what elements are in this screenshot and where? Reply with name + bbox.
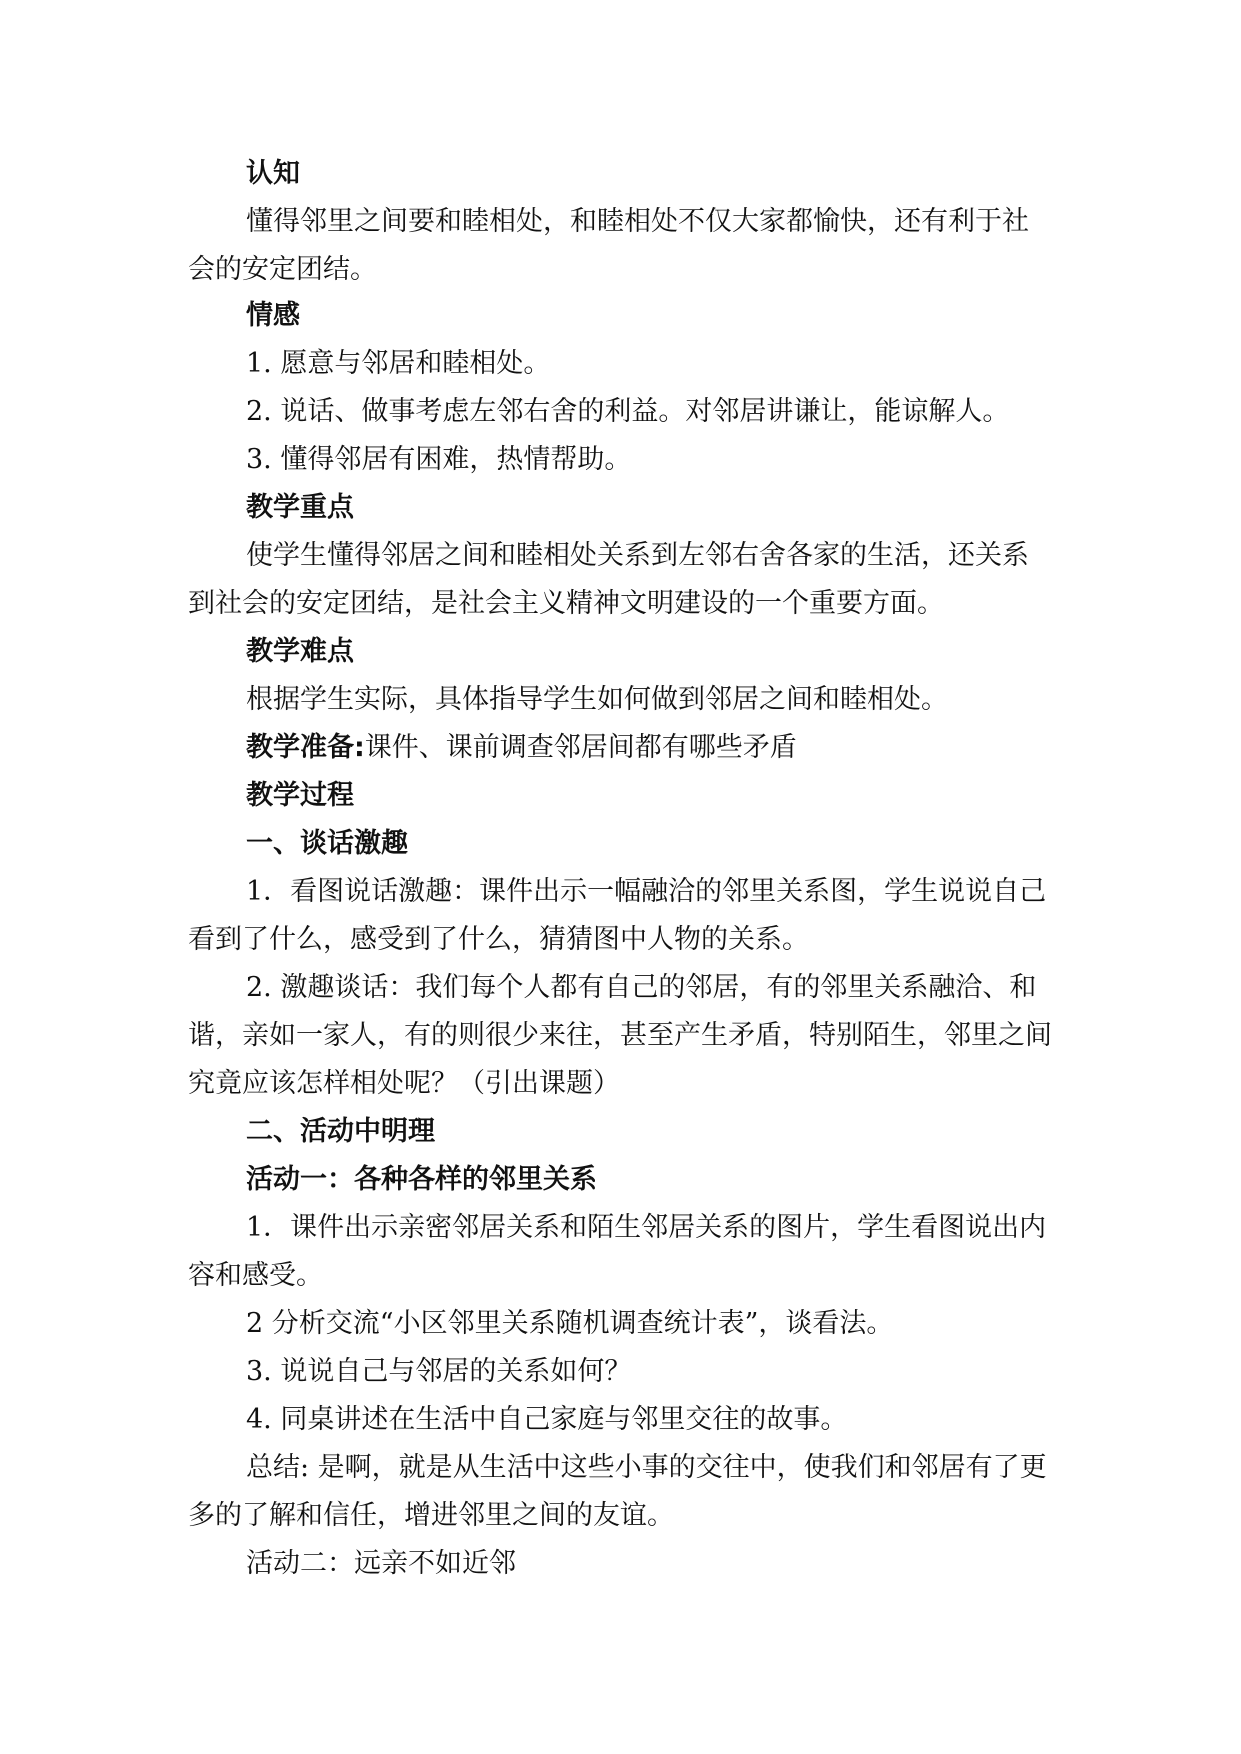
cognition-text: 懂得邻里之间要和睦相处，和睦相处不仅大家都愉快，还有利于社会的安定团结。 (188, 206, 1029, 285)
activity-1-item-1: 1．课件出示亲密邻居关系和陌生邻居关系的图片，学生看图说出内容和感受。 (188, 1212, 1047, 1291)
summary-text: 总结: 是啊，就是从生活中这些小事的交往中，使我们和邻居有了更多的了解和信任，增进邻里之间的友谊。 (188, 1452, 1047, 1531)
key-points-heading: 教学重点 (246, 492, 354, 523)
emotion-item-2: 2. 说话、做事考虑左邻右舍的利益。对邻居讲谦让，能谅解人。 (246, 396, 1010, 427)
preparation-text: 课件、课前调查邻居间都有哪些矛盾 (364, 732, 797, 763)
emotion-item-3: 3. 懂得邻居有困难，热情帮助。 (246, 444, 632, 475)
emotion-heading: 情感 (246, 300, 300, 331)
activity-2-heading: 活动二：远亲不如近邻 (246, 1548, 516, 1579)
activity-1-item-3: 3. 说说自己与邻居的关系如何？ (246, 1356, 632, 1387)
document-body (188, 150, 1053, 1588)
difficulty-heading: 教学难点 (246, 636, 354, 667)
activity-1-item-2: 2 分析交流“小区邻里关系随机调查统计表”，谈看法。 (246, 1308, 894, 1339)
activity-1-item-4: 4. 同桌讲述在生活中自己家庭与邻里交往的故事。 (246, 1404, 848, 1435)
cognition-heading: 认知 (246, 158, 300, 189)
section-1-item-1: 1．看图说话激趣：课件出示一幅融洽的邻里关系图，学生说说自己看到了什么，感受到了什么，猜猜图中人物的关系。 (188, 876, 1047, 955)
process-heading: 教学过程 (246, 780, 354, 811)
difficulty-text: 根据学生实际，具体指导学生如何做到邻居之间和睦相处。 (246, 684, 948, 715)
preparation-label: 教学准备: (246, 732, 365, 763)
section-1-heading: 一、谈话激趣 (246, 828, 408, 859)
emotion-item-1: 1. 愿意与邻居和睦相处。 (246, 348, 551, 379)
section-2-heading: 二、活动中明理 (246, 1116, 435, 1147)
section-1-item-2: 2. 激趣谈话：我们每个人都有自己的邻居，有的邻里关系融洽、和谐，亲如一家人，有的则很少来往，甚至产生矛盾，特别陌生，邻里之间究竟应该怎样相处呢？（引出课题） (188, 972, 1052, 1099)
activity-1-heading: 活动一：各种各样的邻里关系 (246, 1164, 597, 1195)
preparation-line (188, 724, 1053, 772)
key-points-text: 使学生懂得邻居之间和睦相处关系到左邻右舍各家的生活，还关系到社会的安定团结，是社会主义精神文明建设的一个重要方面。 (188, 540, 1029, 619)
